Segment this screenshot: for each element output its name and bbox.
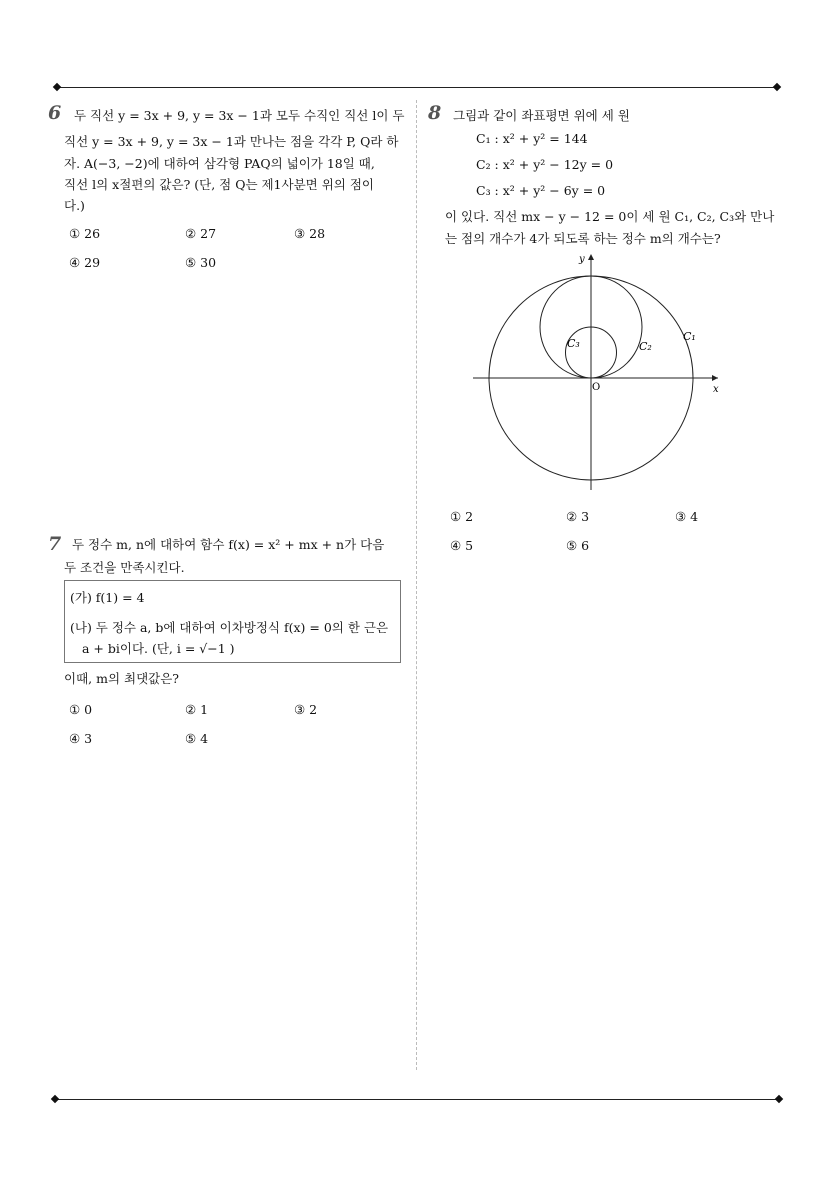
q7-text-line: 두 정수 m, n에 대하여 함수 f(x) = x² + mx + n가 다음 <box>72 537 385 552</box>
q7-number: 7 <box>48 533 62 555</box>
q8-choice[interactable]: ③ 4 <box>675 509 699 524</box>
q7-choice[interactable]: ⑤ 4 <box>185 731 209 746</box>
q8-intro: 그림과 같이 좌표평면 위에 세 원 <box>453 108 630 123</box>
q7-question: 이때, m의 최댓값은? <box>64 671 180 686</box>
q8-equation: C₂ : x² + y² − 12y = 0 <box>476 157 614 172</box>
y-axis-label: y <box>579 254 585 265</box>
q6-number: 6 <box>48 102 62 124</box>
x-axis-label: x <box>713 384 719 395</box>
q8-equation: C₁ : x² + y² = 144 <box>476 131 588 146</box>
q6-text-line: 직선 y = 3x + 9, y = 3x − 1과 만나는 점을 각각 P, Q라 하 <box>64 134 399 149</box>
c2-label: C₂ <box>639 340 652 353</box>
top-rule <box>57 87 777 88</box>
q6-text-line: 직선 l의 x절편의 값은? (단, 점 Q는 제1사분면 위의 점이 <box>64 177 374 192</box>
q8-figure <box>470 250 725 495</box>
q7-text-line: 두 조건을 만족시킨다. <box>64 560 185 575</box>
q8-choice[interactable]: ⑤ 6 <box>566 538 590 553</box>
q6-choice[interactable]: ⑤ 30 <box>185 255 217 270</box>
q7-choice[interactable]: ② 1 <box>185 702 209 717</box>
q8-choice[interactable]: ④ 5 <box>450 538 474 553</box>
q6-text-line: 자. A(−3, −2)에 대하여 삼각형 PAQ의 넓이가 18일 때, <box>64 156 375 171</box>
q8-equation: C₃ : x² + y² − 6y = 0 <box>476 183 606 198</box>
top-rule-right-marker <box>773 83 781 91</box>
q6-choice[interactable]: ④ 29 <box>69 255 101 270</box>
q6-choice[interactable]: ② 27 <box>185 226 217 241</box>
top-rule-left-marker <box>53 83 61 91</box>
c3-label: C₃ <box>567 337 580 350</box>
q6-text-line: 두 직선 y = 3x + 9, y = 3x − 1과 모두 수직인 직선 l이 두 <box>74 108 405 123</box>
q8-choice[interactable]: ② 3 <box>566 509 590 524</box>
c1-label: C₁ <box>683 330 696 343</box>
q6-choice[interactable]: ① 26 <box>69 226 101 241</box>
q6-choice[interactable]: ③ 28 <box>294 226 326 241</box>
q7-condition: (나) 두 정수 a, b에 대하여 이차방정식 f(x) = 0의 한 근은 <box>70 620 389 635</box>
q7-condition: (가) f(1) = 4 <box>70 590 145 605</box>
x-axis-arrow <box>712 375 718 381</box>
q7-choice[interactable]: ① 0 <box>69 702 93 717</box>
q7-choice[interactable]: ④ 3 <box>69 731 93 746</box>
column-divider <box>416 100 417 1070</box>
q8-number: 8 <box>428 102 442 124</box>
q8-text-line: 이 있다. 직선 mx − y − 12 = 0이 세 원 C₁, C₂, C₃와 만나 <box>445 209 775 224</box>
bottom-rule <box>55 1099 779 1100</box>
origin-label: O <box>592 382 601 393</box>
q8-text-line: 는 점의 개수가 4가 되도록 하는 정수 m의 개수는? <box>445 231 721 246</box>
q7-choice[interactable]: ③ 2 <box>294 702 318 717</box>
q6-text-line: 다.) <box>64 198 85 213</box>
bottom-rule-right-marker <box>775 1095 783 1103</box>
q7-condition: a + bi이다. (단, i = √−1 ) <box>82 641 235 656</box>
q8-choice[interactable]: ① 2 <box>450 509 474 524</box>
y-axis-arrow <box>588 254 594 260</box>
bottom-rule-left-marker <box>51 1095 59 1103</box>
